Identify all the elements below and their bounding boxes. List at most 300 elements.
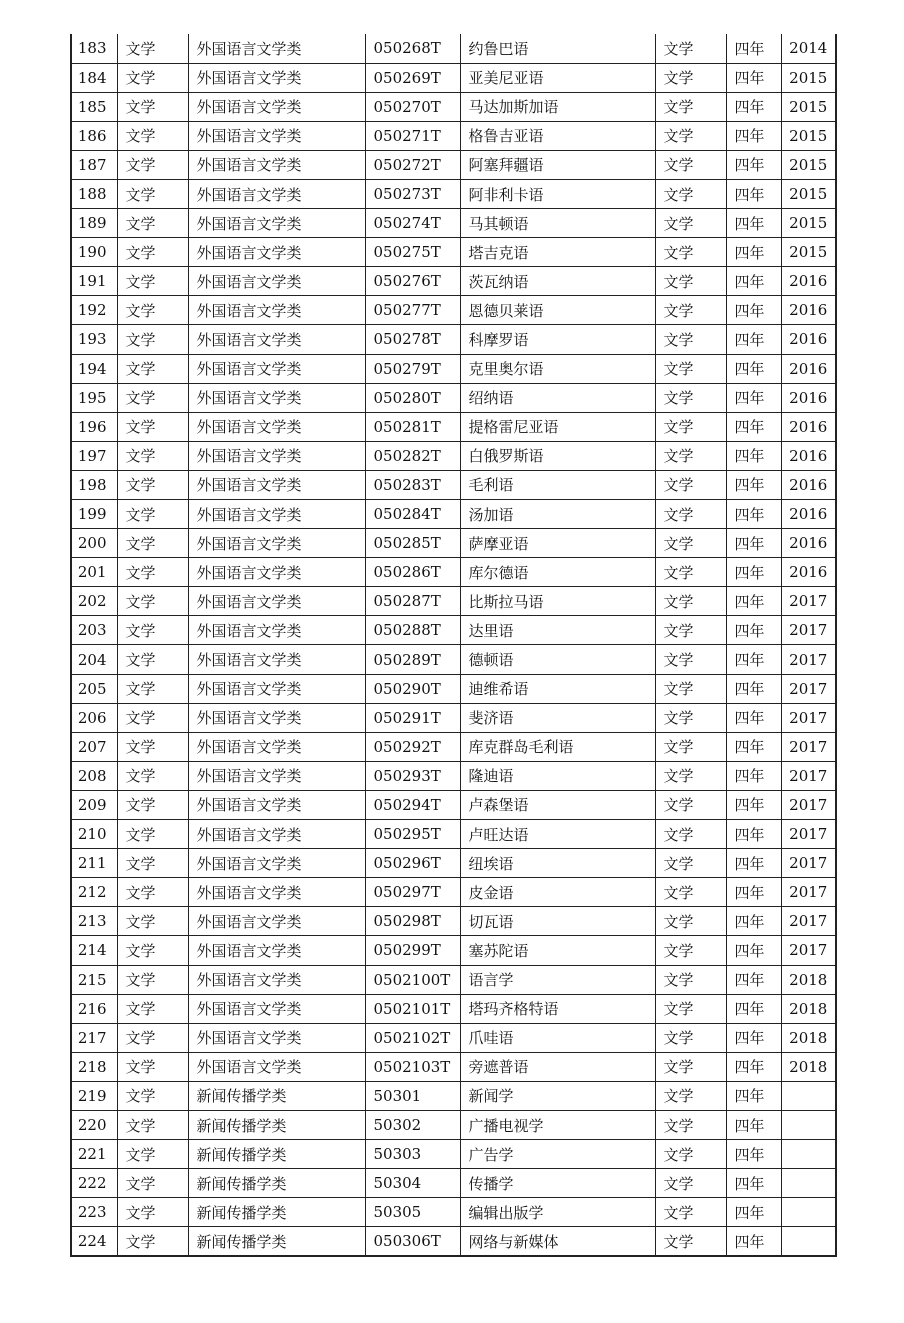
table-row (71, 558, 836, 587)
degree-cell: 文学 (655, 674, 726, 703)
row-number-cell: 212 (71, 878, 117, 907)
major-name-cell: 塞苏陀语 (460, 936, 655, 965)
major-code-cell: 050288T (365, 616, 460, 645)
row-number-cell: 203 (71, 616, 117, 645)
major-name-cell: 白俄罗斯语 (460, 441, 655, 470)
major-name-cell: 爪哇语 (460, 1023, 655, 1052)
major-name-cell: 达里语 (460, 616, 655, 645)
discipline-cell: 外国语言文学类 (188, 616, 365, 645)
degree-cell: 文学 (655, 1052, 726, 1081)
category-cell: 文学 (117, 325, 188, 354)
major-code-cell: 050287T (365, 587, 460, 616)
year-cell: 2016 (781, 325, 836, 354)
discipline-cell: 外国语言文学类 (188, 936, 365, 965)
year-cell: 2015 (781, 63, 836, 92)
table-row (71, 849, 836, 878)
major-code-cell: 0502101T (365, 994, 460, 1023)
category-cell: 文学 (117, 34, 188, 63)
table-row (71, 1198, 836, 1227)
major-name-cell: 格鲁吉亚语 (460, 121, 655, 150)
category-cell: 文学 (117, 907, 188, 936)
major-name-cell: 传播学 (460, 1169, 655, 1198)
category-cell: 文学 (117, 150, 188, 179)
discipline-cell: 外国语言文学类 (188, 150, 365, 179)
degree-cell: 文学 (655, 878, 726, 907)
degree-cell: 文学 (655, 1023, 726, 1052)
major-code-cell: 050286T (365, 558, 460, 587)
degree-cell: 文学 (655, 645, 726, 674)
category-cell: 文学 (117, 441, 188, 470)
major-name-cell: 斐济语 (460, 703, 655, 732)
table-row (71, 616, 836, 645)
degree-cell: 文学 (655, 849, 726, 878)
row-number-cell: 186 (71, 121, 117, 150)
category-cell: 文学 (117, 616, 188, 645)
row-number-cell: 211 (71, 849, 117, 878)
year-cell: 2018 (781, 965, 836, 994)
row-number-cell: 220 (71, 1110, 117, 1139)
year-cell: 2016 (781, 558, 836, 587)
discipline-cell: 外国语言文学类 (188, 790, 365, 819)
duration-cell: 四年 (726, 1081, 781, 1110)
discipline-cell: 外国语言文学类 (188, 732, 365, 761)
major-name-cell: 网络与新媒体 (460, 1227, 655, 1256)
degree-cell: 文学 (655, 354, 726, 383)
major-code-cell: 050295T (365, 820, 460, 849)
duration-cell: 四年 (726, 703, 781, 732)
degree-cell: 文学 (655, 558, 726, 587)
year-cell: 2017 (781, 849, 836, 878)
major-code-cell: 050285T (365, 529, 460, 558)
row-number-cell: 191 (71, 267, 117, 296)
duration-cell: 四年 (726, 441, 781, 470)
degree-cell: 文学 (655, 34, 726, 63)
duration-cell: 四年 (726, 238, 781, 267)
duration-cell: 四年 (726, 674, 781, 703)
row-number-cell: 217 (71, 1023, 117, 1052)
duration-cell: 四年 (726, 1140, 781, 1169)
discipline-cell: 外国语言文学类 (188, 558, 365, 587)
category-cell: 文学 (117, 674, 188, 703)
discipline-cell: 外国语言文学类 (188, 674, 365, 703)
major-code-cell: 50305 (365, 1198, 460, 1227)
table-row (71, 703, 836, 732)
category-cell: 文学 (117, 936, 188, 965)
discipline-cell: 新闻传播学类 (188, 1198, 365, 1227)
category-cell: 文学 (117, 1110, 188, 1139)
table-row (71, 790, 836, 819)
discipline-cell: 外国语言文学类 (188, 500, 365, 529)
duration-cell: 四年 (726, 790, 781, 819)
major-name-cell: 科摩罗语 (460, 325, 655, 354)
year-cell (781, 1110, 836, 1139)
duration-cell: 四年 (726, 965, 781, 994)
major-code-cell: 0502103T (365, 1052, 460, 1081)
year-cell: 2017 (781, 820, 836, 849)
duration-cell: 四年 (726, 1052, 781, 1081)
category-cell: 文学 (117, 500, 188, 529)
major-code-cell: 50303 (365, 1140, 460, 1169)
major-name-cell: 亚美尼亚语 (460, 63, 655, 92)
major-name-cell: 汤加语 (460, 500, 655, 529)
year-cell: 2014 (781, 34, 836, 63)
major-code-cell: 50301 (365, 1081, 460, 1110)
degree-cell: 文学 (655, 267, 726, 296)
year-cell: 2017 (781, 587, 836, 616)
table-row (71, 500, 836, 529)
duration-cell: 四年 (726, 150, 781, 179)
discipline-cell: 新闻传播学类 (188, 1110, 365, 1139)
table-row (71, 1052, 836, 1081)
category-cell: 文学 (117, 820, 188, 849)
duration-cell: 四年 (726, 1227, 781, 1256)
table-row (71, 383, 836, 412)
row-number-cell: 209 (71, 790, 117, 819)
category-cell: 文学 (117, 267, 188, 296)
major-code-cell: 050271T (365, 121, 460, 150)
row-number-cell: 189 (71, 209, 117, 238)
major-name-cell: 切瓦语 (460, 907, 655, 936)
table-row (71, 63, 836, 92)
degree-cell: 文学 (655, 761, 726, 790)
major-code-cell: 050277T (365, 296, 460, 325)
year-cell: 2017 (781, 732, 836, 761)
duration-cell: 四年 (726, 121, 781, 150)
year-cell: 2016 (781, 529, 836, 558)
category-cell: 文学 (117, 849, 188, 878)
row-number-cell: 183 (71, 34, 117, 63)
table-row (71, 441, 836, 470)
row-number-cell: 221 (71, 1140, 117, 1169)
table-row (71, 34, 836, 63)
degree-cell: 文学 (655, 907, 726, 936)
major-name-cell: 毛利语 (460, 470, 655, 499)
major-code-cell: 050283T (365, 470, 460, 499)
degree-cell: 文学 (655, 296, 726, 325)
major-code-cell: 050270T (365, 92, 460, 121)
major-name-cell: 纽埃语 (460, 849, 655, 878)
major-code-cell: 050294T (365, 790, 460, 819)
degree-cell: 文学 (655, 500, 726, 529)
major-name-cell: 库克群岛毛利语 (460, 732, 655, 761)
row-number-cell: 215 (71, 965, 117, 994)
table-row (71, 965, 836, 994)
discipline-cell: 外国语言文学类 (188, 761, 365, 790)
category-cell: 文学 (117, 994, 188, 1023)
table-row (71, 732, 836, 761)
degree-cell: 文学 (655, 92, 726, 121)
discipline-cell: 外国语言文学类 (188, 92, 365, 121)
major-code-cell: 050284T (365, 500, 460, 529)
row-number-cell: 192 (71, 296, 117, 325)
category-cell: 文学 (117, 587, 188, 616)
category-cell: 文学 (117, 1081, 188, 1110)
major-name-cell: 约鲁巴语 (460, 34, 655, 63)
discipline-cell: 外国语言文学类 (188, 179, 365, 208)
year-cell: 2018 (781, 994, 836, 1023)
discipline-cell: 外国语言文学类 (188, 907, 365, 936)
discipline-cell: 外国语言文学类 (188, 238, 365, 267)
major-name-cell: 马达加斯加语 (460, 92, 655, 121)
major-code-cell: 050298T (365, 907, 460, 936)
discipline-cell: 外国语言文学类 (188, 412, 365, 441)
table-row (71, 92, 836, 121)
row-number-cell: 206 (71, 703, 117, 732)
major-name-cell: 广告学 (460, 1140, 655, 1169)
duration-cell: 四年 (726, 383, 781, 412)
major-name-cell: 皮金语 (460, 878, 655, 907)
row-number-cell: 193 (71, 325, 117, 354)
degree-cell: 文学 (655, 383, 726, 412)
degree-cell: 文学 (655, 529, 726, 558)
degree-cell: 文学 (655, 994, 726, 1023)
category-cell: 文学 (117, 63, 188, 92)
major-code-cell: 050299T (365, 936, 460, 965)
degree-cell: 文学 (655, 965, 726, 994)
duration-cell: 四年 (726, 849, 781, 878)
degree-cell: 文学 (655, 121, 726, 150)
duration-cell: 四年 (726, 1110, 781, 1139)
major-name-cell: 库尔德语 (460, 558, 655, 587)
degree-cell: 文学 (655, 1198, 726, 1227)
table-row (71, 296, 836, 325)
table-row (71, 209, 836, 238)
row-number-cell: 207 (71, 732, 117, 761)
table-row (71, 325, 836, 354)
row-number-cell: 214 (71, 936, 117, 965)
row-number-cell: 223 (71, 1198, 117, 1227)
table-row (71, 1169, 836, 1198)
degree-cell: 文学 (655, 587, 726, 616)
table-row (71, 121, 836, 150)
major-name-cell: 塔玛齐格特语 (460, 994, 655, 1023)
major-code-cell: 0502102T (365, 1023, 460, 1052)
degree-cell: 文学 (655, 790, 726, 819)
duration-cell: 四年 (726, 1198, 781, 1227)
major-code-cell: 050269T (365, 63, 460, 92)
discipline-cell: 外国语言文学类 (188, 121, 365, 150)
row-number-cell: 213 (71, 907, 117, 936)
row-number-cell: 200 (71, 529, 117, 558)
major-code-cell: 050306T (365, 1227, 460, 1256)
table-row (71, 529, 836, 558)
year-cell: 2017 (781, 674, 836, 703)
year-cell: 2016 (781, 470, 836, 499)
degree-cell: 文学 (655, 441, 726, 470)
degree-cell: 文学 (655, 470, 726, 499)
discipline-cell: 新闻传播学类 (188, 1081, 365, 1110)
major-name-cell: 塔吉克语 (460, 238, 655, 267)
discipline-cell: 外国语言文学类 (188, 1052, 365, 1081)
duration-cell: 四年 (726, 92, 781, 121)
table-row (71, 1023, 836, 1052)
duration-cell: 四年 (726, 587, 781, 616)
row-number-cell: 222 (71, 1169, 117, 1198)
duration-cell: 四年 (726, 616, 781, 645)
duration-cell: 四年 (726, 209, 781, 238)
duration-cell: 四年 (726, 761, 781, 790)
row-number-cell: 197 (71, 441, 117, 470)
category-cell: 文学 (117, 209, 188, 238)
row-number-cell: 199 (71, 500, 117, 529)
duration-cell: 四年 (726, 296, 781, 325)
year-cell: 2016 (781, 412, 836, 441)
year-cell (781, 1227, 836, 1256)
row-number-cell: 210 (71, 820, 117, 849)
degree-cell: 文学 (655, 1227, 726, 1256)
duration-cell: 四年 (726, 412, 781, 441)
major-name-cell: 茨瓦纳语 (460, 267, 655, 296)
category-cell: 文学 (117, 965, 188, 994)
degree-cell: 文学 (655, 63, 726, 92)
table-row (71, 761, 836, 790)
category-cell: 文学 (117, 1140, 188, 1169)
year-cell: 2016 (781, 500, 836, 529)
table-row (71, 907, 836, 936)
discipline-cell: 外国语言文学类 (188, 587, 365, 616)
major-name-cell: 卢旺达语 (460, 820, 655, 849)
duration-cell: 四年 (726, 907, 781, 936)
table-row (71, 179, 836, 208)
table-row (71, 878, 836, 907)
discipline-cell: 外国语言文学类 (188, 34, 365, 63)
year-cell: 2015 (781, 238, 836, 267)
degree-cell: 文学 (655, 936, 726, 965)
degree-cell: 文学 (655, 703, 726, 732)
major-code-cell: 0502100T (365, 965, 460, 994)
major-name-cell: 提格雷尼亚语 (460, 412, 655, 441)
row-number-cell: 188 (71, 179, 117, 208)
discipline-cell: 新闻传播学类 (188, 1227, 365, 1256)
major-name-cell: 编辑出版学 (460, 1198, 655, 1227)
degree-cell: 文学 (655, 1110, 726, 1139)
degree-cell: 文学 (655, 325, 726, 354)
row-number-cell: 204 (71, 645, 117, 674)
table-row (71, 1110, 836, 1139)
table-row (71, 674, 836, 703)
year-cell (781, 1169, 836, 1198)
category-cell: 文学 (117, 121, 188, 150)
year-cell: 2016 (781, 267, 836, 296)
table-row (71, 1081, 836, 1110)
duration-cell: 四年 (726, 325, 781, 354)
discipline-cell: 外国语言文学类 (188, 63, 365, 92)
year-cell: 2015 (781, 209, 836, 238)
major-name-cell: 语言学 (460, 965, 655, 994)
year-cell: 2015 (781, 121, 836, 150)
category-cell: 文学 (117, 179, 188, 208)
major-name-cell: 新闻学 (460, 1081, 655, 1110)
duration-cell: 四年 (726, 820, 781, 849)
major-code-cell: 050272T (365, 150, 460, 179)
degree-cell: 文学 (655, 150, 726, 179)
category-cell: 文学 (117, 238, 188, 267)
major-name-cell: 萨摩亚语 (460, 529, 655, 558)
table-row (71, 354, 836, 383)
year-cell: 2018 (781, 1023, 836, 1052)
major-code-cell: 050289T (365, 645, 460, 674)
duration-cell: 四年 (726, 354, 781, 383)
degree-cell: 文学 (655, 732, 726, 761)
degree-cell: 文学 (655, 1081, 726, 1110)
row-number-cell: 216 (71, 994, 117, 1023)
degree-cell: 文学 (655, 179, 726, 208)
category-cell: 文学 (117, 645, 188, 674)
table-body (71, 34, 836, 1256)
duration-cell: 四年 (726, 1169, 781, 1198)
major-code-cell: 50304 (365, 1169, 460, 1198)
discipline-cell: 外国语言文学类 (188, 209, 365, 238)
major-name-cell: 旁遮普语 (460, 1052, 655, 1081)
discipline-cell: 外国语言文学类 (188, 820, 365, 849)
row-number-cell: 205 (71, 674, 117, 703)
duration-cell: 四年 (726, 558, 781, 587)
majors-table (70, 34, 837, 1257)
major-code-cell: 050279T (365, 354, 460, 383)
row-number-cell: 190 (71, 238, 117, 267)
duration-cell: 四年 (726, 732, 781, 761)
major-name-cell: 广播电视学 (460, 1110, 655, 1139)
discipline-cell: 外国语言文学类 (188, 878, 365, 907)
discipline-cell: 新闻传播学类 (188, 1140, 365, 1169)
major-name-cell: 阿塞拜疆语 (460, 150, 655, 179)
duration-cell: 四年 (726, 529, 781, 558)
category-cell: 文学 (117, 732, 188, 761)
category-cell: 文学 (117, 412, 188, 441)
major-code-cell: 050273T (365, 179, 460, 208)
major-code-cell: 050282T (365, 441, 460, 470)
category-cell: 文学 (117, 790, 188, 819)
row-number-cell: 208 (71, 761, 117, 790)
category-cell: 文学 (117, 703, 188, 732)
category-cell: 文学 (117, 470, 188, 499)
table-row (71, 994, 836, 1023)
category-cell: 文学 (117, 761, 188, 790)
major-name-cell: 马其顿语 (460, 209, 655, 238)
row-number-cell: 201 (71, 558, 117, 587)
row-number-cell: 187 (71, 150, 117, 179)
major-code-cell: 050280T (365, 383, 460, 412)
category-cell: 文学 (117, 1023, 188, 1052)
duration-cell: 四年 (726, 500, 781, 529)
duration-cell: 四年 (726, 179, 781, 208)
year-cell: 2016 (781, 296, 836, 325)
row-number-cell: 224 (71, 1227, 117, 1256)
discipline-cell: 外国语言文学类 (188, 267, 365, 296)
year-cell: 2017 (781, 616, 836, 645)
row-number-cell: 195 (71, 383, 117, 412)
duration-cell: 四年 (726, 470, 781, 499)
category-cell: 文学 (117, 1227, 188, 1256)
discipline-cell: 外国语言文学类 (188, 529, 365, 558)
row-number-cell: 184 (71, 63, 117, 92)
row-number-cell: 202 (71, 587, 117, 616)
major-name-cell: 德顿语 (460, 645, 655, 674)
major-name-cell: 迪维希语 (460, 674, 655, 703)
major-name-cell: 比斯拉马语 (460, 587, 655, 616)
table-row (71, 587, 836, 616)
year-cell: 2015 (781, 150, 836, 179)
major-code-cell: 50302 (365, 1110, 460, 1139)
category-cell: 文学 (117, 383, 188, 412)
row-number-cell: 219 (71, 1081, 117, 1110)
discipline-cell: 外国语言文学类 (188, 441, 365, 470)
degree-cell: 文学 (655, 209, 726, 238)
duration-cell: 四年 (726, 63, 781, 92)
degree-cell: 文学 (655, 238, 726, 267)
discipline-cell: 外国语言文学类 (188, 1023, 365, 1052)
year-cell: 2017 (781, 703, 836, 732)
